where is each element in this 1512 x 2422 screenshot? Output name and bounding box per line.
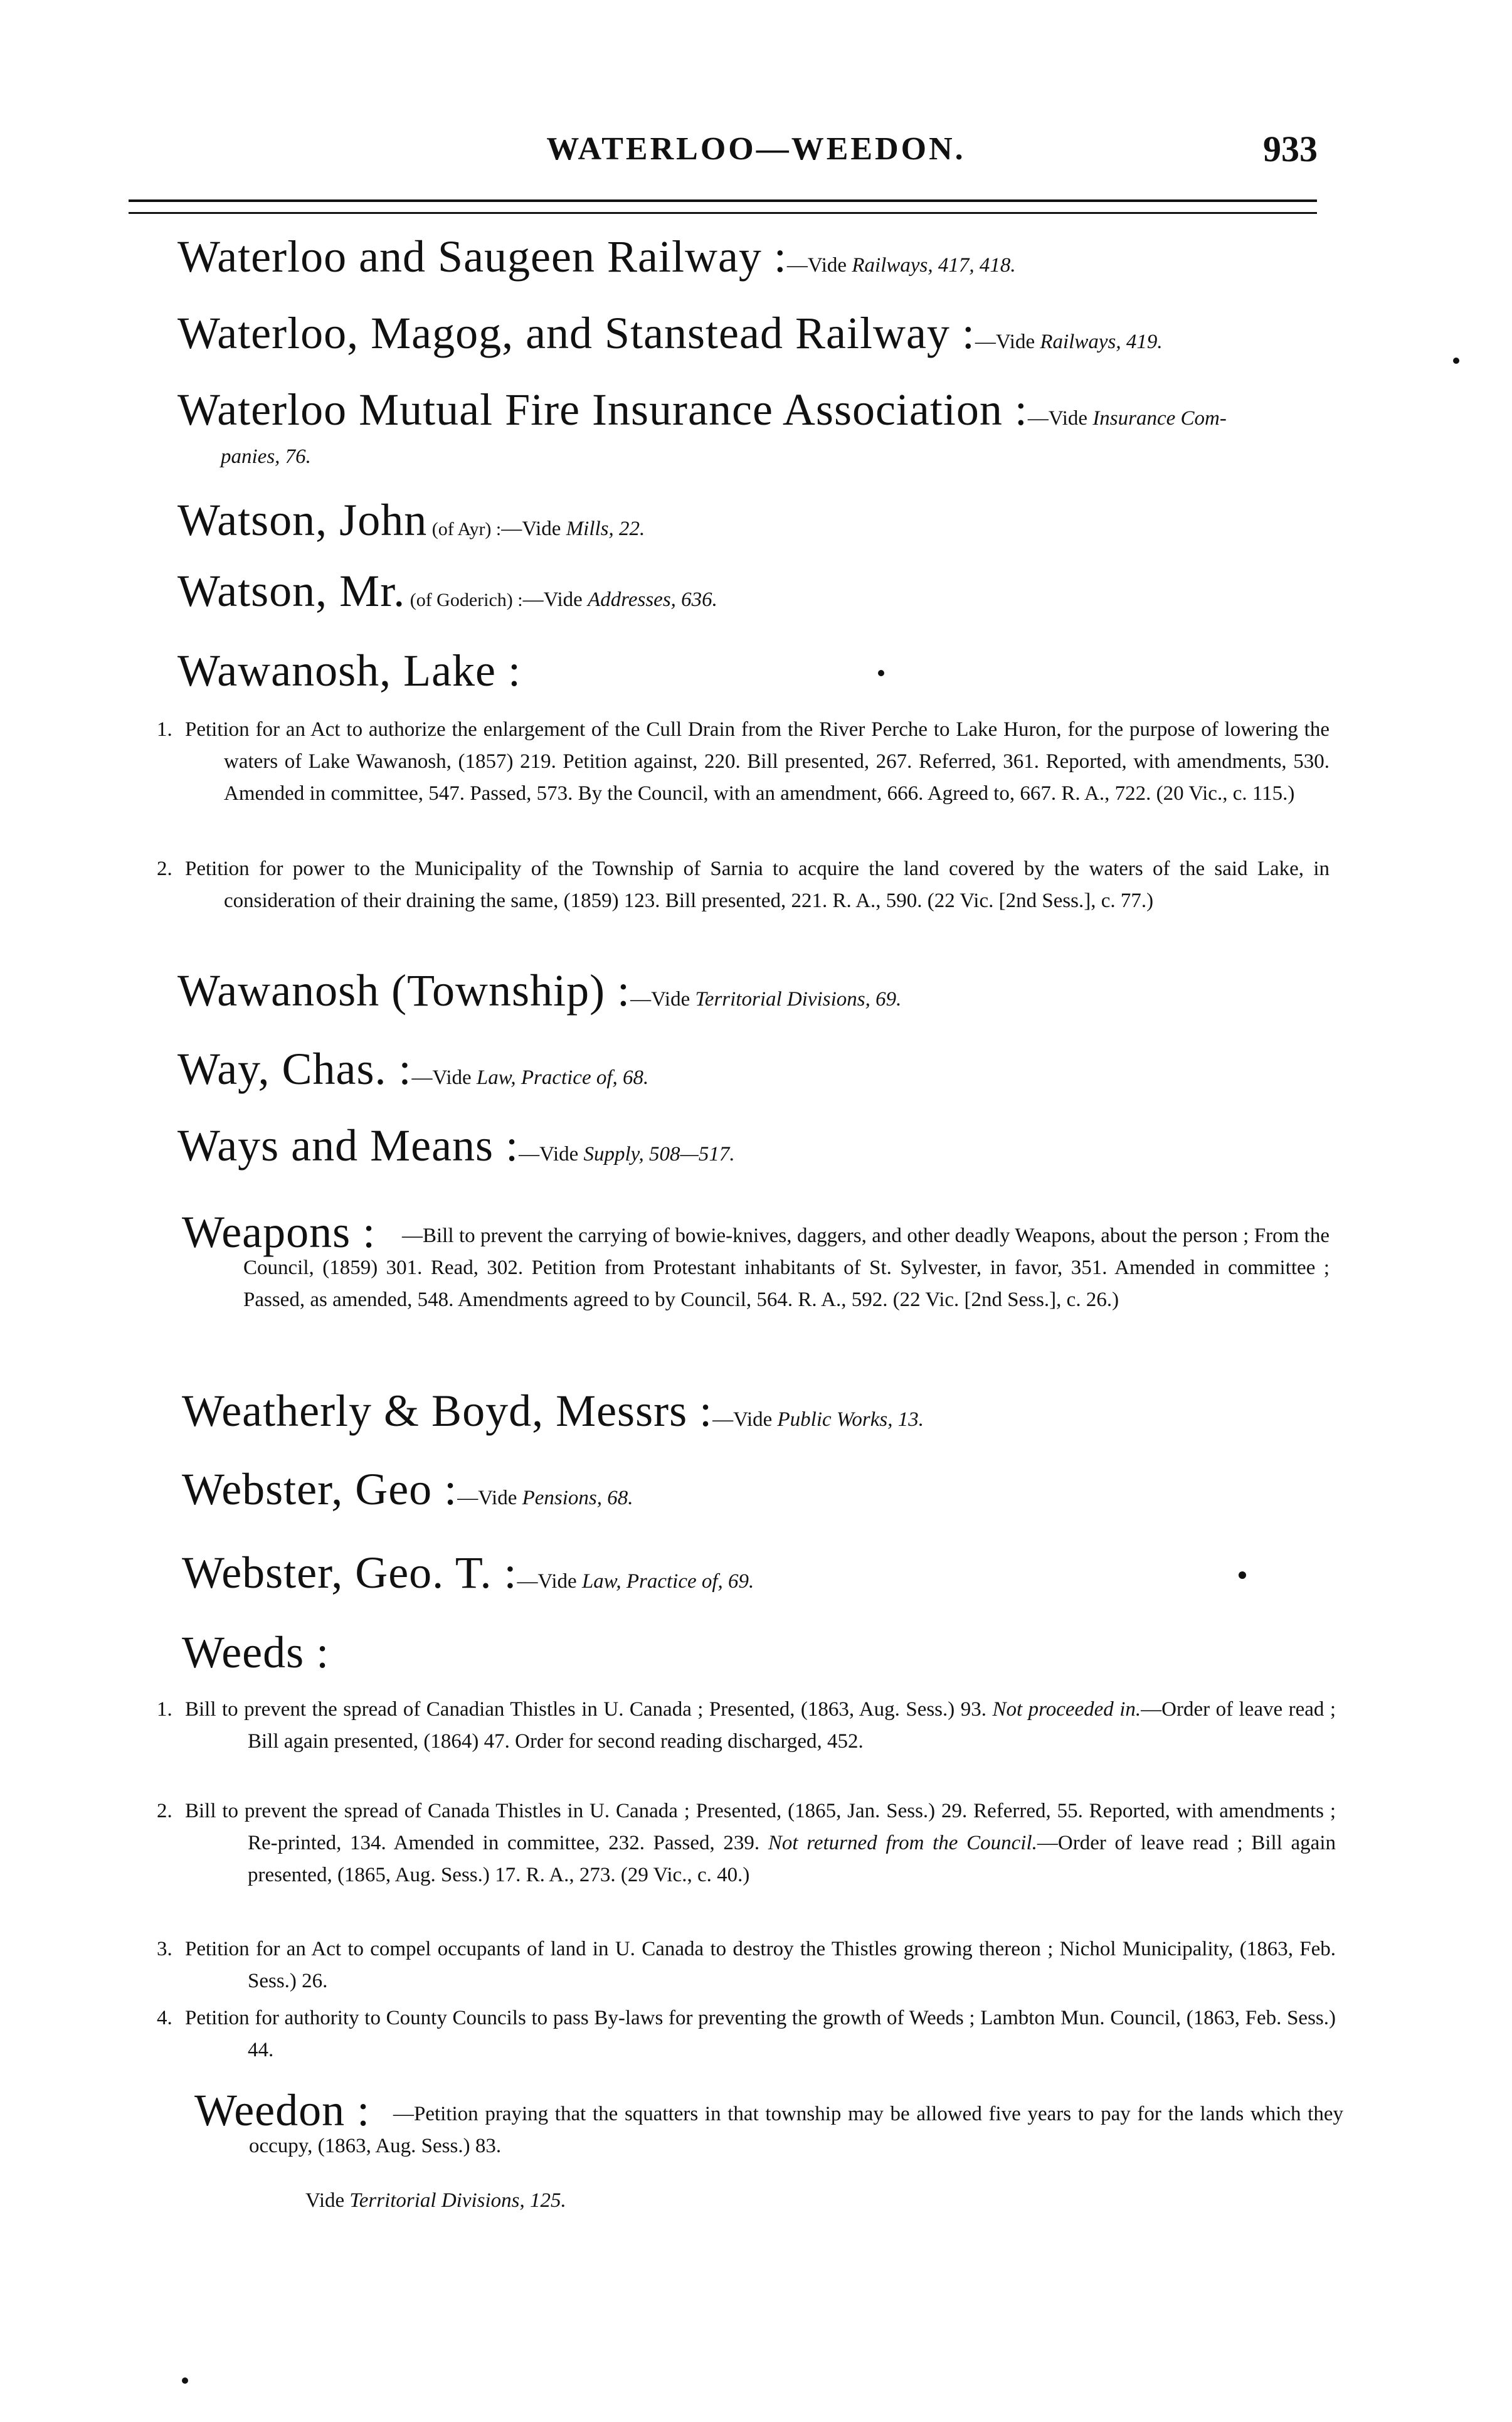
entry-webster-geo-t [182,1548,754,1598]
item-text: Bill to prevent the spread of Canadian Thistles in U. Canada ; Presented, (1863, Aug. Sess.) 93. Not proceeded in.—Order of leave read ; Bill again presented, (1864) 47. Order for second reading discharged, 452. [185,1698,1336,1753]
item-text: Petition for authority to County Councils to pass By-laws for preventing the growth of Weeds ; Lambton Mun. Council, (1863, Feb. Sess.) 44. [185,2007,1336,2061]
list-item [157,1795,1336,1891]
list-item [157,2002,1336,2066]
item-number: 4. [157,2007,172,2029]
item-text: Bill to prevent the spread of Canada Thistles in U. Canada ; Presented, (1865, Jan. Sess.) 29. Referred, 55. Reported, with amendments ; Re-printed, 134. Amended in committee, 232. Passed, 239. Not returned from the Council.—Order of leave read ; Bill again presented, (1865, Aug. Sess.) 17. R. A., 273. (29 Vic., c. 40.) [185,1800,1336,1886]
entry-heading: Wawanosh, Lake : [177,645,522,696]
vide-text: —Vide [519,1143,584,1166]
item-text: Petition for power to the Municipality of the Township of Sarnia to acquire the land covered by the waters of the said Lake, in consideration of their draining the same, (1859) 123. Bill presented, 221. R. A., 590. (22 Vic. [2nd Sess.], c. 77.) [185,858,1330,912]
item-text: Petition for an Act to authorize the enlargement of the Cull Drain from the River Perche to Lake Huron, for the purpose of lowering the waters of Lake Wawanosh, (1857) 219. Petition against, 220. Bill presented, 267. Referred, 361. Reported, with amendments, 530. Amended in committee, 547. Passed, 573. By the Council, with an amendment, 666. Agreed to, 667. R. A., 722. (20 Vic., c. 115.) [185,718,1330,805]
entry-heading: Webster, Geo. T. : [182,1548,517,1598]
entry-qualifier: (of Ayr) : [427,519,502,539]
entry-watson-mr [177,566,717,616]
item-number: 3. [157,1938,172,1960]
entry-heading: Watson, Mr. [177,566,406,616]
stray-mark [878,670,884,676]
cross-reference: Law, Practice of, 69. [581,1570,754,1593]
header-rule [129,199,1317,214]
cross-reference: Public Works, 13. [777,1408,924,1431]
entry-heading: Webster, Geo : [182,1464,458,1514]
vide-text: —Vide [712,1408,778,1431]
stray-mark [182,2377,188,2384]
cross-reference: Pensions, 68. [522,1487,633,1509]
item-number: 2. [157,1800,172,1822]
entry-wawanosh-lake [177,646,521,696]
entry-weeds [182,1628,329,1677]
item-number: 1. [157,1698,172,1721]
page-title: WATERLOO—WEEDON. [546,131,966,167]
entry-text: —Petition praying that the squatters in that township may be allowed five years to pay for the lands which they occupy, (1863, Aug. Sess.) 83. [249,2103,1343,2157]
vide-text: —Vide [517,1570,582,1593]
entry-webster-geo [182,1465,633,1514]
entry-wawanosh-township [177,966,901,1016]
cross-reference: Law, Practice of, 68. [476,1066,649,1089]
vide-text: Vide [305,2189,350,2212]
entry-heading: Wawanosh (Township) : [177,965,631,1016]
running-head [0,125,1512,169]
cross-reference: Supply, 508—517. [583,1143,735,1166]
vide-text: —Vide [501,518,566,540]
cross-reference: Insurance Com- [1092,407,1227,430]
entry-heading: Waterloo, Magog, and Stanstead Railway : [177,308,975,358]
entry-heading: Weapons : [182,1207,376,1257]
cross-reference: Addresses, 636. [588,588,717,611]
list-item [157,1694,1336,1758]
entry-waterloo-saugeen [177,232,1016,282]
stray-mark [1453,358,1459,364]
entry-watson-john [177,496,645,545]
entry-heading: Way, Chas. : [177,1044,412,1094]
vide-text: —Vide [630,988,695,1011]
entry-heading: Weedon : [194,2085,371,2135]
entry-continuation [221,445,311,469]
item-text: Petition for an Act to compel occupants of land in U. Canada to destroy the Thistles growing thereon ; Nichol Municipality, (1863, Feb. Sess.) 26. [185,1938,1336,1992]
vide-text: —Vide [522,588,588,611]
list-item [157,1933,1336,1997]
entry-waterloo-mutual [177,385,1227,435]
cross-reference: Railways, 419. [1040,331,1163,353]
vide-text: —Vide [975,331,1040,353]
vide-text: —Vide [1027,407,1093,430]
cross-reference-continued: panies, 76. [221,445,311,468]
item-number: 2. [157,858,172,880]
stray-mark [1239,1571,1246,1579]
entry-heading: Weatherly & Boyd, Messrs : [182,1386,713,1436]
entry-heading: Ways and Means : [177,1120,519,1171]
entry-weatherly-boyd [182,1386,924,1436]
entry-body [243,1220,1330,1316]
entry-heading: Weeds : [182,1627,330,1677]
page-number: 933 [1263,129,1318,169]
entry-heading: Waterloo Mutual Fire Insurance Association : [177,385,1028,435]
entry-vide-line [305,2189,566,2212]
entry-heading: Waterloo and Saugeen Railway : [177,231,787,282]
entry-text: —Bill to prevent the carrying of bowie-knives, daggers, and other deadly Weapons, about the person ; From the Council, (1859) 301. Read, 302. Petition from Protestant inhabitants of St. Sylvester, in favor, 351. Amended in committee ; Passed, as amended, 548. Amendments agreed to by Council, 564. R. A., 592. (22 Vic. [2nd Sess.], c. 26.) [243,1224,1330,1311]
entry-way-chas [177,1044,648,1094]
entry-waterloo-magog [177,309,1163,358]
cross-reference: Territorial Divisions, 125. [349,2189,566,2212]
list-item [157,714,1330,810]
list-item [157,853,1330,917]
cross-reference: Railways, 417, 418. [852,254,1016,277]
vide-text: —Vide [786,254,852,277]
entry-heading: Watson, John [177,495,428,545]
item-number: 1. [157,718,172,741]
entry-qualifier: (of Goderich) : [405,590,523,610]
vide-text: —Vide [411,1066,477,1089]
cross-reference: Territorial Divisions, 69. [695,988,902,1011]
entry-ways-and-means [177,1121,735,1171]
cross-reference: Mills, 22. [566,518,645,540]
vide-text: —Vide [457,1487,522,1509]
entry-body [249,2098,1343,2162]
